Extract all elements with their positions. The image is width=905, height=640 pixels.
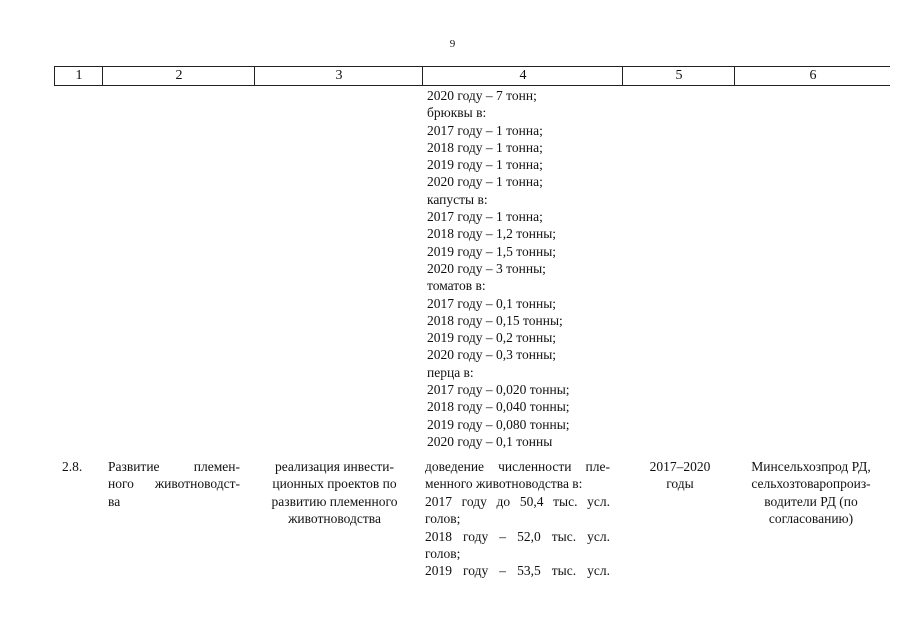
- action-line: животноводства: [288, 511, 381, 527]
- continuation-line: 2018 году – 1,2 тонны;: [427, 226, 557, 242]
- continuation-line: брюквы в:: [427, 105, 487, 121]
- period-cell: [630, 458, 730, 493]
- result-line: доведение численности пле-: [425, 459, 610, 474]
- executor-cell: [736, 458, 886, 528]
- continuation-line: 2020 году – 0,1 тонны: [427, 433, 553, 449]
- continuation-line: 2018 году – 0,040 тонны;: [427, 399, 570, 415]
- continuation-line: 2017 году – 0,020 тонны;: [427, 382, 570, 398]
- result-line: голов;: [425, 511, 461, 527]
- continuation-line: 2019 году – 1,5 тонны;: [427, 243, 557, 259]
- executor-line: Минсельхозпрод РД,: [751, 459, 871, 474]
- continuation-cell-col4: [427, 87, 627, 450]
- continuation-line: 2020 году – 7 тонн;: [427, 88, 537, 103]
- executor-line: водители РД (по: [764, 493, 858, 509]
- continuation-line: перца в:: [427, 364, 474, 380]
- measure-name-line: ва: [108, 493, 121, 509]
- header-col-1: 1: [54, 67, 103, 85]
- result-line: 2018 году – 52,0 тыс. усл.: [425, 528, 610, 544]
- executor-line: сельхозтоваропроиз-: [751, 476, 871, 492]
- result-line: 2017 году до 50,4 тыс. усл.: [425, 493, 610, 509]
- expected-result-cell: [425, 458, 610, 580]
- continuation-line: 2017 году – 1 тонна;: [427, 122, 543, 138]
- action-line: реализация инвести-: [274, 459, 395, 474]
- continuation-line: томатов в:: [427, 278, 486, 294]
- action-cell: [262, 458, 407, 528]
- continuation-line: 2019 году – 1 тонна;: [427, 157, 543, 173]
- period-line: годы: [666, 476, 694, 492]
- continuation-line: 2019 году – 0,2 тонны;: [427, 330, 557, 346]
- action-line: развитию племенного: [271, 493, 398, 509]
- continuation-line: 2020 году – 0,3 тонны;: [427, 347, 557, 363]
- table-header-row: [54, 66, 890, 86]
- period-line: 2017–2020: [649, 459, 711, 474]
- result-line: 2019 году – 53,5 тыс. усл.: [425, 563, 610, 579]
- continuation-line: 2018 году – 0,15 тонны;: [427, 312, 563, 328]
- continuation-line: 2020 году – 3 тонны;: [427, 260, 546, 276]
- measure-name-cell: [108, 458, 240, 510]
- measure-name-line: Развитие племен-: [108, 459, 240, 474]
- header-col-6: 6: [734, 67, 891, 85]
- header-col-4: 4: [422, 67, 623, 85]
- continuation-line: 2018 году – 1 тонна;: [427, 139, 543, 155]
- page-number: 9: [449, 38, 456, 50]
- executor-line: согласованию): [768, 511, 854, 527]
- continuation-line: 2019 году – 0,080 тонны;: [427, 416, 570, 432]
- header-col-5: 5: [622, 67, 735, 85]
- continuation-line: 2020 году – 1 тонна;: [427, 174, 543, 190]
- action-line: ционных проектов по: [272, 476, 397, 492]
- result-line: голов;: [425, 546, 461, 562]
- result-line: менного животноводства в:: [425, 476, 583, 492]
- header-col-3: 3: [254, 67, 423, 85]
- measure-name-line: ного животноводст-: [108, 476, 240, 492]
- continuation-line: 2017 году – 1 тонна;: [427, 209, 543, 225]
- continuation-line: капусты в:: [427, 191, 488, 207]
- row-number: 2.8.: [62, 459, 83, 474]
- continuation-line: 2017 году – 0,1 тонны;: [427, 295, 557, 311]
- header-col-2: 2: [102, 67, 255, 85]
